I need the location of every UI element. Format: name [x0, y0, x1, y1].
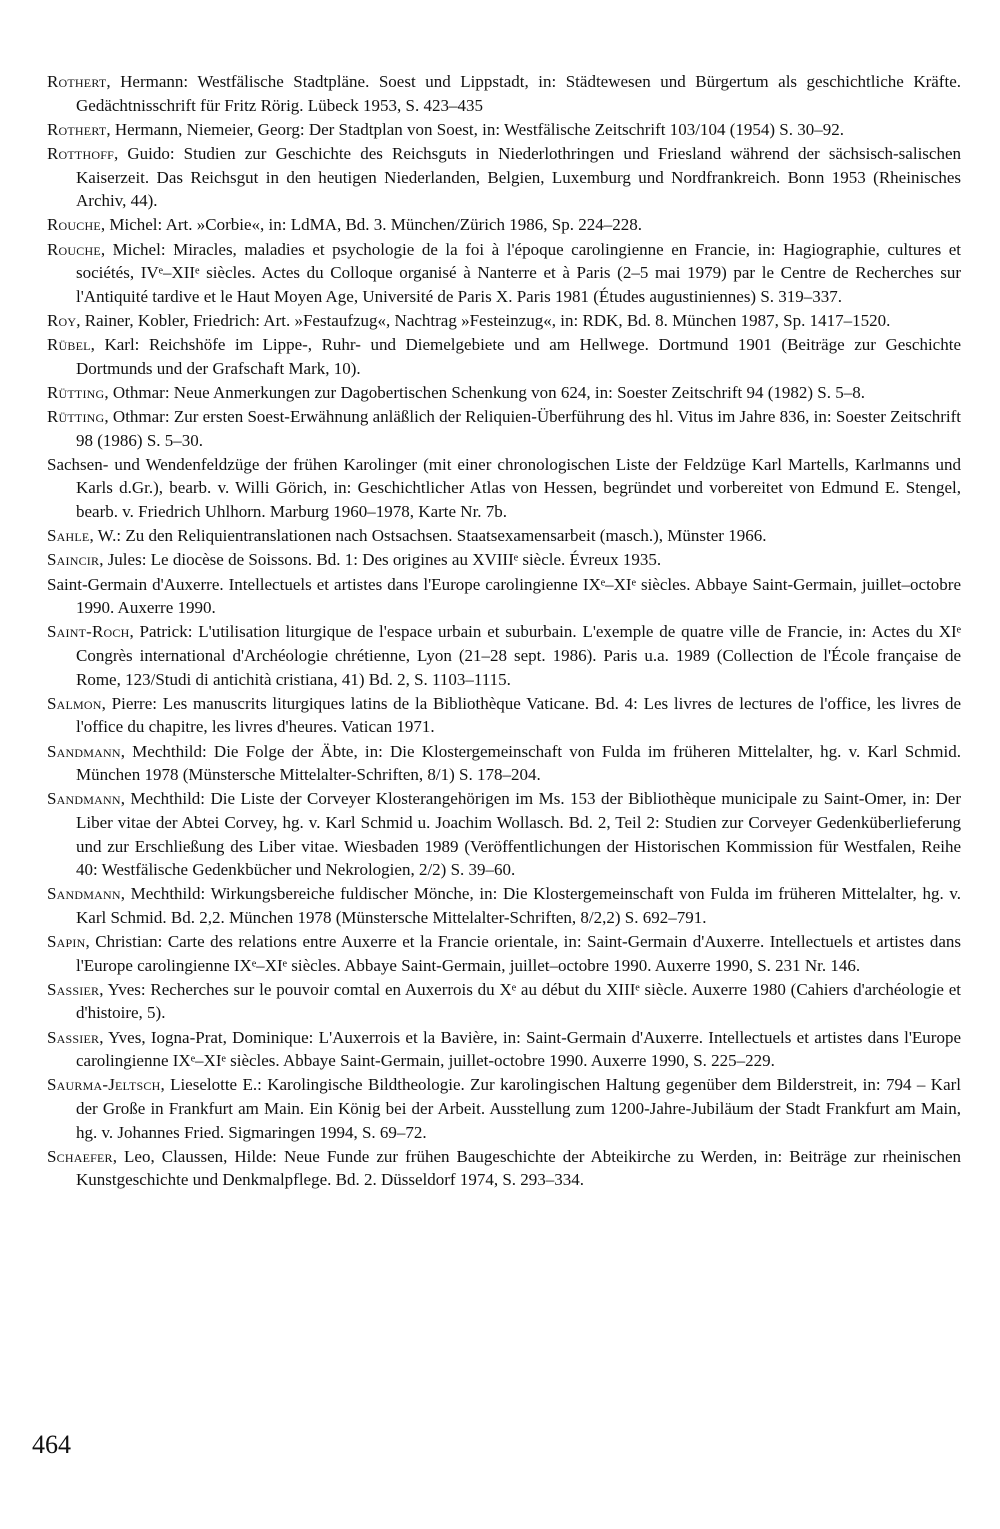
entry-text: , Christian: Carte des relations entre Auxerre et la Francie orientale, in: Saint-Germain d'Auxerre. Intellectuels et artistes dans l'Europe carolingienne IXᵉ–XIᵉ siècles. Abbaye Saint-Germain, juillet–octobre 1990. Auxerre 1990, S. 231 Nr. 146.	[76, 932, 961, 975]
bibliography-entry	[47, 548, 961, 572]
entry-text: , Patrick: L'utilisation liturgique de l'espace urbain et suburbain. L'exemple de quatre ville de Francie, in: Actes du XIᵉ Congrès international d'Archéologie chrétienne, Lyon (21–28 sept. 1986). Paris u.a. 1989 (Collection de l'École française de Rome, 123/Studi di antichità cristiana, 41) Bd. 2, S. 1103–1115.	[76, 622, 961, 689]
entry-author: Rouche	[47, 215, 101, 235]
entry-author: Rothert	[47, 72, 107, 91]
entry-text: , Yves: Recherches sur le pouvoir comtal en Auxerrois du Xᵉ au début du XIIIᵉ siècle. Auxerre 1980 (Cahiers d'archéologie et d'histoire, 5).	[76, 979, 961, 1023]
entry-author: Sassier	[47, 979, 100, 999]
entry-author: Saincir	[47, 550, 100, 570]
entry-text: , Mechthild: Die Folge der Äbte, in: Die Klostergemeinschaft von Fulda im früheren Mittelalter, hg. v. Karl Schmid. München 1978 (Münstersche Mittelalter-Schriften, 8/1) S. 178–204.	[76, 741, 961, 785]
page-number: 464	[32, 1430, 71, 1459]
entry-text: , Michel: Art. »Corbie«, in: LdMA, Bd. 3. München/Zürich 1986, Sp. 224–228.	[100, 215, 643, 235]
entry-author: Rütting	[47, 407, 105, 427]
entry-author: Sassier	[47, 1027, 100, 1047]
bibliography-entry	[47, 142, 961, 213]
bibliography-entry	[47, 70, 961, 117]
bibliography-entry	[47, 882, 961, 929]
entry-text: , Mechthild: Die Liste der Corveyer Klosterangehörigen im Ms. 153 der Bibliothèque municipale zu Saint-Omer, in: Der Liber vitae der Abtei Corvey, hg. v. Karl Schmid u. Joachim Wollasch. Bd. 2, Teil 2: Studien zur Corveyer Gedenküberlieferung und zur Erschließung des Liber vitae. Wiesbaden 1989 (Veröffentlichungen der Historischen Kommission für Westfalen, Reihe 40: Westfälische Gedenkbücher und Nekrologien, 2/2) S. 39–60.	[76, 789, 961, 880]
entry-text: , Guido: Studien zur Geschichte des Reichsguts in Niederlothringen und Friesland während der sächsisch-salischen Kaiserzeit. Das Reichsgut in den heutigen Niederlanden, Belgien, Luxemburg und Nordfrankreich. Bonn 1953 (Rheinisches Archiv, 44).	[76, 143, 961, 211]
entry-author: Rothert	[47, 119, 107, 139]
bibliography-entry	[47, 524, 961, 548]
entry-author: Rütting	[47, 382, 105, 402]
entry-text: , Michel: Miracles, maladies et psychologie de la foi à l'époque carolingienne en Francie, in: Hagiographie, cultures et sociétés, IVᵉ–XIIᵉ siècles. Actes du Colloque organisé à Nanterre et à Paris (2–5 mai 1979) par le Centre de Recherches sur l'Antiquité tardive et le Haut Moyen Age, Université de Paris X. Paris 1981 (Études augustiniennes) S. 319–337.	[76, 239, 961, 306]
entry-text: , Othmar: Zur ersten Soest-Erwähnung anläßlich der Reliquien-Überführung des hl. Vitus im Jahre 836, in: Soester Zeitschrift 98 (1986) S. 5–30.	[76, 407, 961, 450]
entry-author: Saint-Roch	[47, 622, 130, 642]
bibliography-entry	[47, 309, 961, 333]
entry-author: Roy	[47, 310, 77, 330]
entry-author: Sandmann	[47, 789, 121, 809]
bibliography-entry	[47, 1145, 961, 1192]
entry-author: Rübel	[47, 335, 91, 355]
entry-author: Sandmann	[47, 884, 121, 904]
bibliography-entry	[47, 787, 961, 881]
bibliography-entry	[47, 740, 961, 787]
entry-text: , Karl: Reichshöfe im Lippe-, Ruhr- und Diemelgebiete und am Hellwege. Dortmund 1901 (Beiträge zur Geschichte Dortmunds und der Grafschaft Mark, 10).	[76, 335, 961, 378]
entry-text: , Lieselotte E.: Karolingische Bildtheologie. Zur karolingischen Haltung gegenüber dem Bilderstreit, in: 794 – Karl der Große in Frankfurt am Main. Ein König bei der Arbeit. Ausstellung zum 1200-Jahre-Jubiläum der Stadt Frankfurt am Main, hg. v. Johannes Fried. Sigmaringen 1994, S. 69–72.	[76, 1075, 961, 1142]
entry-author: Rouche	[47, 239, 101, 259]
bibliography-entry	[47, 573, 961, 620]
entry-author: Sandmann	[47, 741, 121, 761]
entry-author: Schaefer	[47, 1146, 113, 1166]
bibliography-entry	[47, 213, 961, 237]
bibliography-entry	[47, 333, 961, 380]
bibliography-entry	[47, 1073, 961, 1144]
bibliography-entry	[47, 238, 961, 309]
entry-author: Sapin	[47, 932, 86, 952]
bibliography-entry	[47, 978, 961, 1025]
bibliography-entry	[47, 930, 961, 977]
entry-author: Salmon	[47, 693, 102, 713]
bibliography-entry	[47, 1026, 961, 1073]
bibliography-list	[47, 70, 961, 1193]
bibliography-entry	[47, 453, 961, 524]
entry-text: Sachsen- und Wendenfeldzüge der frühen Karolinger (mit einer chronologischen Liste der Feldzüge Karl Martells, Karlmanns und Karls d.Gr.), bearb. v. Willi Görich, in: Geschichtlicher Atlas von Hessen, begründet und vorbereitet von Edmund E. Stengel, bearb. v. Friedrich Uhlhorn. Marburg 1960–1978, Karte Nr. 7b.	[47, 454, 961, 522]
entry-text: , Hermann, Niemeier, Georg: Der Stadtplan von Soest, in: Westfälische Zeitschrift 103/104 (1954) S. 30–92.	[106, 119, 844, 139]
entry-text: Saint-Germain d'Auxerre. Intellectuels et artistes dans l'Europe carolingienne IXᵉ–XIᵉ siècles. Abbaye Saint-Germain, juillet–octobre 1990. Auxerre 1990.	[47, 574, 961, 618]
entry-text: , Yves, Iogna-Prat, Dominique: L'Auxerrois et la Bavière, in: Saint-Germain d'Auxerre. Intellectuels et artistes dans l'Europe carolingienne IXᵉ–XIᵉ siècles. Abbaye Saint-Germain, juillet-octobre 1990. Auxerre 1990, S. 225–229.	[76, 1027, 961, 1071]
bibliography-entry	[47, 692, 961, 739]
entry-text: , Jules: Le diocèse de Soissons. Bd. 1: Des origines au XVIIIᵉ siècle. Évreux 1935.	[99, 550, 662, 570]
bibliography-entry	[47, 381, 961, 405]
bibliography-entry	[47, 405, 961, 452]
entry-text: , Leo, Claussen, Hilde: Neue Funde zur frühen Baugeschichte der Abteikirche zu Werden, in: Beiträge zur rheinischen Kunstgeschichte und Denkmalpflege. Bd. 2. Düsseldorf 1974, S. 293–334.	[76, 1146, 961, 1190]
entry-text: , Mechthild: Wirkungsbereiche fuldischer Mönche, in: Die Klostergemeinschaft von Fulda im früheren Mittelalter, hg. v. Karl Schmid. Bd. 2,2. München 1978 (Münstersche Mittelalter-Schriften, 8/2,2) S. 692–791.	[76, 884, 961, 927]
entry-author: Sahle	[47, 526, 90, 546]
bibliography-entry	[47, 620, 961, 691]
entry-text: , Othmar: Neue Anmerkungen zur Dagobertischen Schenkung von 624, in: Soester Zeitschrift 94 (1982) S. 5–8.	[104, 382, 865, 402]
entry-text: , Rainer, Kobler, Friedrich: Art. »Festaufzug«, Nachtrag »Festeinzug«, in: RDK, Bd. 8. München 1987, Sp. 1417–1520.	[76, 310, 891, 330]
entry-text: , Pierre: Les manuscrits liturgiques latins de la Bibliothèque Vaticane. Bd. 4: Les livres de lectures de l'office, les livres de l'office du chapitre, les livres d'heures. Vatican 1971.	[76, 693, 961, 737]
entry-author: Rotthoff	[47, 143, 114, 163]
entry-author: Saurma-Jeltsch	[47, 1075, 161, 1095]
entry-text: , W.: Zu den Reliquientranslationen nach Ostsachsen. Staatsexamensarbeit (masch.), Münster 1966.	[89, 526, 767, 546]
entry-text: , Hermann: Westfälische Stadtpläne. Soest und Lippstadt, in: Städtewesen und Bürgertum als geschichtliche Kräfte. Gedächtnisschrift für Fritz Rörig. Lübeck 1953, S. 423–435	[76, 72, 961, 115]
bibliography-entry	[47, 118, 961, 142]
